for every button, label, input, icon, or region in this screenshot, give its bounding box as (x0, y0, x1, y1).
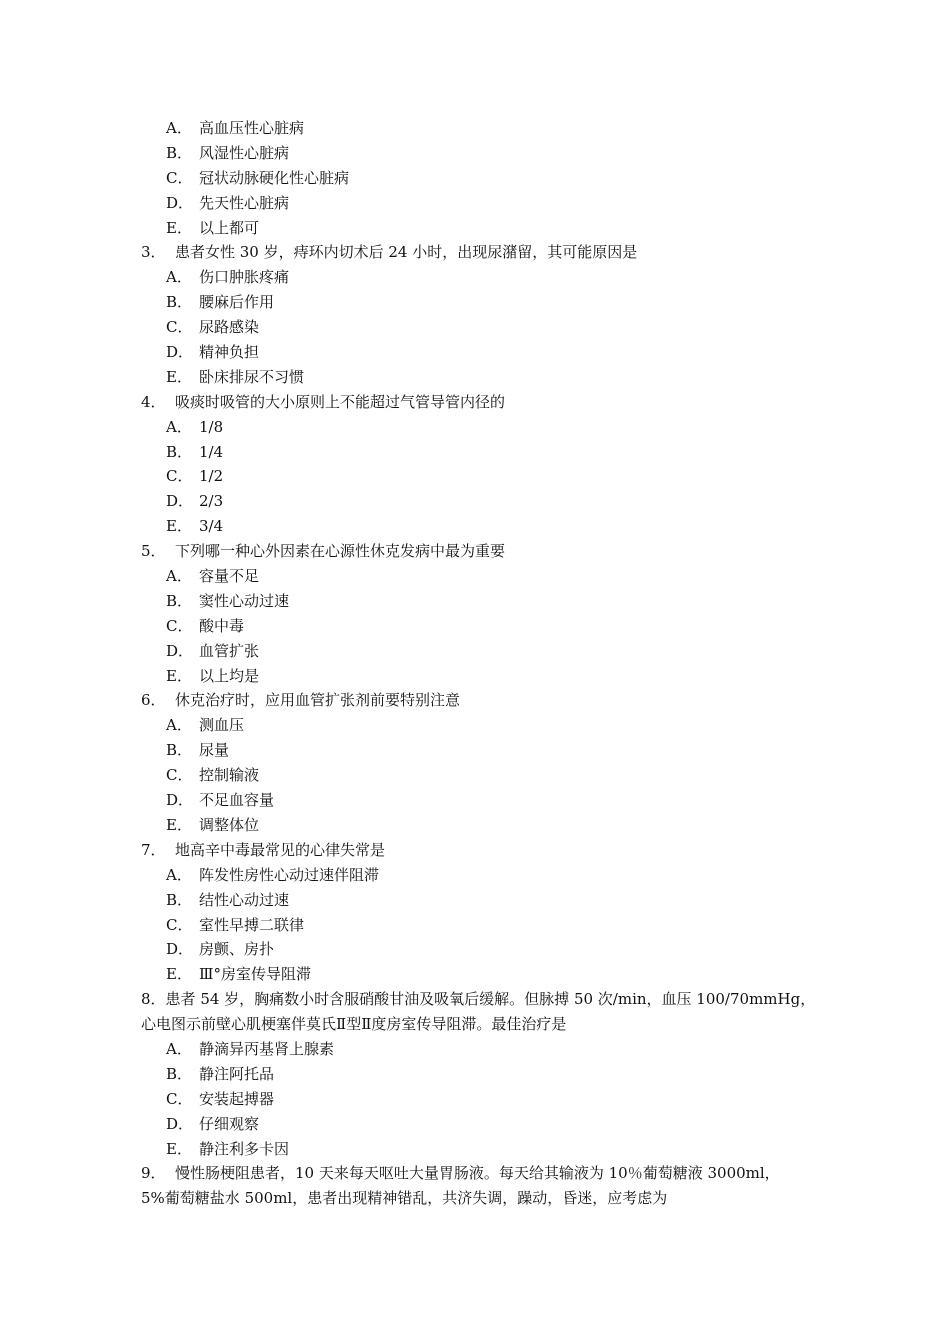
option-text: 仔细观察 (199, 1114, 260, 1133)
question-text: 慢性肠梗阻患者，10 天来每天呕吐大量胃肠液。每天给其输液为 10％葡萄糖液 3000ml， (175, 1164, 780, 1183)
option-letter: A． (166, 567, 192, 586)
option-letter: C． (166, 766, 193, 785)
option-letter: D． (166, 193, 194, 212)
answer-option (0, 564, 950, 589)
option-letter: A． (166, 119, 192, 137)
question-number: 8． (141, 990, 166, 1009)
question-text: 吸痰时吸管的大小原则上不能超过气管导管内径的 (175, 392, 506, 411)
option-text: 容量不足 (199, 567, 260, 586)
option-text: 尿路感染 (199, 318, 260, 337)
option-letter: D． (166, 940, 194, 959)
option-text: 以上均是 (199, 666, 260, 685)
question-text: 下列哪一种心外因素在心源性休克发病中最为重要 (175, 542, 506, 561)
question-stem (0, 1161, 950, 1186)
answer-option (0, 290, 950, 315)
option-letter: A． (166, 865, 192, 884)
option-letter: C． (166, 168, 193, 187)
option-letter: D． (166, 791, 194, 810)
option-text: 1/2 (199, 467, 224, 486)
option-text: 静滴异丙基肾上腺素 (199, 1039, 335, 1058)
option-letter: C． (166, 1089, 193, 1108)
answer-option (0, 713, 950, 738)
option-text: 酸中毒 (199, 616, 245, 635)
option-letter: B． (166, 143, 193, 162)
answer-option (0, 1037, 950, 1062)
answer-option (0, 514, 950, 539)
question-stem (0, 688, 950, 713)
option-letter: B． (166, 890, 193, 909)
option-text: 调整体位 (199, 815, 260, 834)
option-letter: E． (166, 965, 192, 984)
question-number: 6． (141, 691, 166, 710)
question-text: 休克治疗时，应用血管扩张剂前要特别注意 (175, 691, 461, 710)
answer-option (0, 913, 950, 938)
option-text: 冠状动脉硬化性心脏病 (199, 168, 350, 187)
answer-option (0, 888, 950, 913)
question-stem (0, 539, 950, 564)
question-text: 5%葡萄糖盐水 500ml，患者出现精神错乱，共济失调，躁动，昏迷，应考虑为 (141, 1189, 668, 1208)
question-number: 4． (141, 392, 166, 411)
option-letter: E． (166, 367, 192, 386)
option-text: 腰麻后作用 (199, 293, 275, 312)
answer-option (0, 191, 950, 216)
option-text: 精神负担 (199, 343, 260, 362)
option-letter: D． (166, 492, 194, 511)
question-text-continuation (0, 1186, 950, 1211)
option-text: 安装起搏器 (199, 1089, 275, 1108)
answer-option (0, 340, 950, 365)
answer-option (0, 116, 950, 141)
answer-option (0, 415, 950, 440)
answer-option (0, 141, 950, 166)
option-letter: C． (166, 318, 193, 337)
answer-option (0, 962, 950, 987)
option-letter: D． (166, 641, 194, 660)
option-letter: B． (166, 741, 193, 760)
option-letter: D． (166, 343, 194, 362)
answer-option (0, 1112, 950, 1137)
answer-option (0, 265, 950, 290)
option-text: 测血压 (199, 716, 245, 735)
option-letter: B． (166, 442, 193, 461)
option-text: 1/4 (199, 442, 224, 461)
option-text: 风湿性心脏病 (199, 143, 290, 162)
option-text: 尿量 (199, 741, 230, 760)
option-text: 以上都可 (199, 218, 260, 237)
answer-option (0, 863, 950, 888)
option-text: 不足血容量 (199, 791, 275, 810)
option-letter: B． (166, 293, 193, 312)
option-letter: E． (166, 815, 192, 834)
option-text: 房颤、房扑 (199, 940, 275, 959)
question-stem (0, 240, 950, 265)
option-text: 静注阿托品 (199, 1064, 275, 1083)
question-number: 7． (141, 840, 166, 859)
option-text: 1/8 (199, 417, 224, 436)
option-text: 静注利多卡因 (199, 1139, 290, 1158)
option-text: 血管扩张 (199, 641, 260, 660)
question-stem (0, 987, 950, 1012)
option-text: 阵发性房性心动过速伴阻滞 (199, 865, 380, 884)
option-text: 高血压性心脏病 (199, 119, 305, 137)
option-letter: A． (166, 268, 192, 287)
answer-option (0, 639, 950, 664)
option-letter: B． (166, 591, 193, 610)
question-text: 患者女性 30 岁，痔环内切术后 24 小时，出现尿潴留，其可能原因是 (175, 243, 638, 262)
question-stem (0, 838, 950, 863)
option-letter: C． (166, 616, 193, 635)
answer-option (0, 813, 950, 838)
question-number: 3． (141, 243, 166, 262)
option-letter: E． (166, 218, 192, 237)
option-letter: C． (166, 467, 193, 486)
option-letter: C． (166, 915, 193, 934)
exam-page (0, 116, 950, 1211)
answer-option (0, 1137, 950, 1162)
answer-option (0, 763, 950, 788)
answer-option (0, 788, 950, 813)
question-text: 心电图示前壁心肌梗塞伴莫氏Ⅱ型Ⅱ度房室传导阻滞。最佳治疗是 (141, 1015, 567, 1034)
answer-option (0, 589, 950, 614)
answer-option (0, 440, 950, 465)
answer-option (0, 738, 950, 763)
option-letter: A． (166, 1039, 192, 1058)
option-letter: E． (166, 666, 192, 685)
option-text: 3/4 (199, 517, 224, 536)
option-letter: E． (166, 517, 192, 536)
answer-option (0, 464, 950, 489)
option-text: 结性心动过速 (199, 890, 290, 909)
question-number: 9． (141, 1164, 166, 1183)
option-letter: E． (166, 1139, 192, 1158)
answer-option (0, 614, 950, 639)
answer-option (0, 315, 950, 340)
option-text: 控制输液 (199, 766, 260, 785)
option-text: 卧床排尿不习惯 (199, 367, 305, 386)
option-text: 先天性心脏病 (199, 193, 290, 212)
question-text: 地高辛中毒最常见的心律失常是 (175, 840, 386, 859)
answer-option (0, 216, 950, 241)
option-text: Ⅲ°房室传导阻滞 (199, 965, 311, 984)
answer-option (0, 489, 950, 514)
answer-option (0, 1062, 950, 1087)
question-number: 5． (141, 542, 166, 561)
option-text: 2/3 (199, 492, 224, 511)
answer-option (0, 664, 950, 689)
question-text: 患者 54 岁，胸痛数小时含服硝酸甘油及吸氧后缓解。但脉搏 50 次/min，血压 100/70mmHg， (165, 990, 816, 1009)
answer-option (0, 937, 950, 962)
answer-option (0, 365, 950, 390)
question-stem (0, 390, 950, 415)
answer-option (0, 166, 950, 191)
option-letter: A． (166, 716, 192, 735)
question-text-continuation (0, 1012, 950, 1037)
option-text: 伤口肿胀疼痛 (199, 268, 290, 287)
option-text: 室性早搏二联律 (199, 915, 305, 934)
option-letter: A． (166, 417, 192, 436)
option-letter: B． (166, 1064, 193, 1083)
option-text: 窦性心动过速 (199, 591, 290, 610)
answer-option (0, 1087, 950, 1112)
option-letter: D． (166, 1114, 194, 1133)
